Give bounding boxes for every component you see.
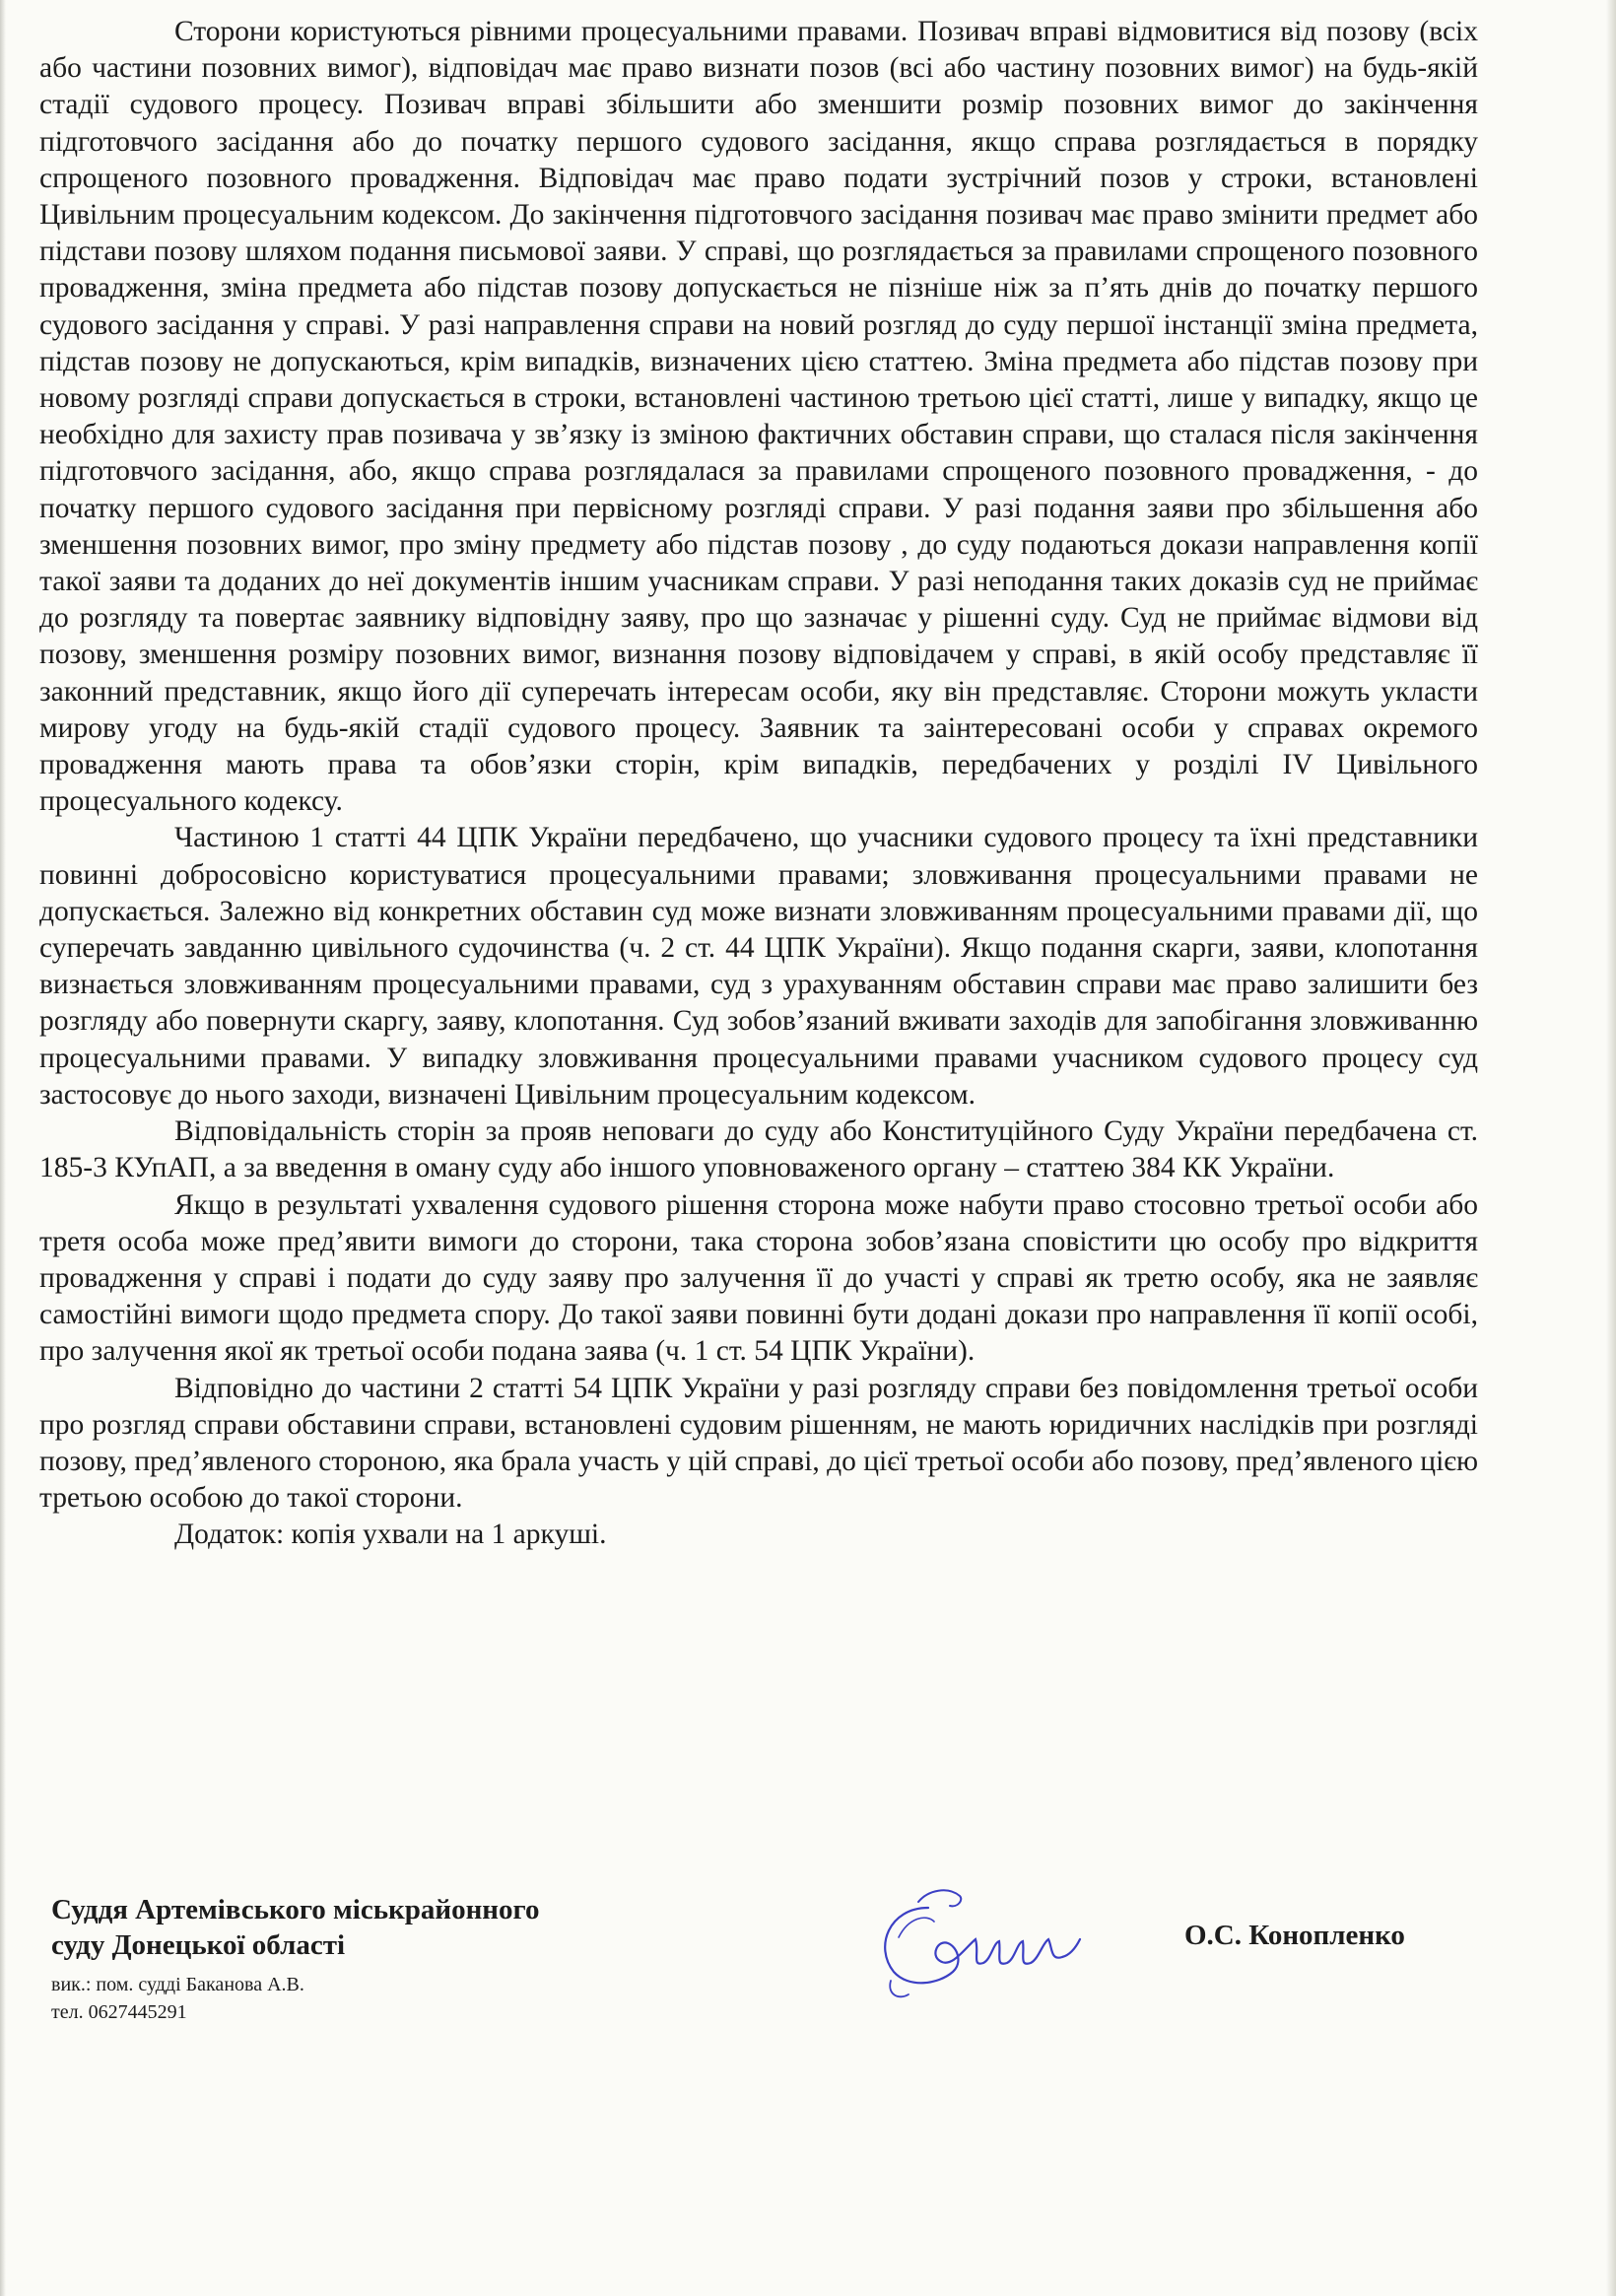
scan-edge-left — [0, 0, 6, 2296]
attachment-note: Додаток: копія ухвали на 1 аркуші. — [174, 1519, 607, 1551]
judge-name: О.С. Конопленко — [1184, 1920, 1405, 1951]
document-page — [39, 14, 1478, 1554]
paragraph-article-54: Відповідно до частини 2 статті 54 ЦПК України у разі розгляду справи без повідомлення третьої особи про розгляд справи обставини справи, встановлені судовим рішенням, не мають юридичних наслідків при розгляді позову, пред’явленого стороною, яка брала участь у цій справі, до цієї третьої особи або позову, пред’явленого цією третьою особою до такої сторони. — [39, 1372, 1478, 1515]
executor-name: вик.: пом. судді Баканова А.В. — [51, 1974, 304, 1995]
signature-block — [51, 1892, 1450, 2050]
paragraph-article-44: Частиною 1 статті 44 ЦПК України передбачено, що учасники судового процесу та їхні представники повинні добросовісно користуватися процесуальними правами; зловживання процесуальними правами не допускається. Залежно від конкретних обставин суд може визнати зловживанням процесуальними правами дії, що суперечать завданню цивільного судочинства (ч. 2 ст. 44 ЦПК України). Якщо подання скарги, заяви, клопотання визнається зловживанням процесуальними правами, суд з урахуванням обставин справи має право залишити без розгляду або повернути скаргу, заяву, клопотання. Суд зобов’язаний вживати заходів для запобігання зловживанню процесуальними правами. У випадку зловживання процесуальними правами учасником судового процесу суд застосовує до нього заходи, визначені Цивільним процесуальним кодексом. — [39, 822, 1478, 1111]
judge-title-line1: Суддя Артемівського міськрайонного — [51, 1894, 540, 1925]
paragraph-liability: Відповідальність сторін за прояв неповаги до суду або Конституційного Суду України передбачена ст. 185-3 КУпАП, а за введення в оману суду або іншого уповноваженого органу – статтею 384 КК України. — [39, 1115, 1478, 1184]
executor-info — [51, 1971, 544, 2026]
document-body — [39, 14, 1478, 1517]
executor-phone: тел. 0627445291 — [51, 2001, 187, 2023]
judge-title-line2: суду Донецької області — [51, 1929, 346, 1961]
scan-edge-right — [1606, 0, 1616, 2296]
paragraph-parties-rights: Сторони користуються рівними процесуальними правами. Позивач вправі відмовитися від позову (всіх або частини позовних вимог), відповідач має право визнати позов (всі або частину позовних вимог) на будь-якій стадії судового процесу. Позивач вправі збільшити або зменшити розмір позовних вимог до закінчення підготовчого засідання або до початку першого судового засідання, якщо справа розглядається в порядку спрощеного позовного провадження. Відповідач має право подати зустрічний позов у строки, встановлені Цивільним процесуальним кодексом. До закінчення підготовчого засідання позивач має право змінити предмет або підстави позову шляхом подання письмової заяви. У справі, що розглядається за правилами спрощеного позовного провадження, зміна предмета або підстав позову допускається не пізніше ніж за п’ять днів до початку першого судового засідання у справі. У разі направлення справи на новий розгляд до суду першої інстанції зміна предмета, підстав позову не допускаються, крім випадків, визначених цією статтею. Зміна предмета або підстав позову при новому розгляді справи допускається в строки, встановлені частиною третьою цієї статті, лише у випадку, якщо це необхідно для захисту прав позивача у зв’язку із зміною фактичних обставин справи, що сталася після закінчення підготовчого засідання, або, якщо справа розглядалася за правилами спрощеного позовного провадження, - до початку першого судового засідання при первісному розгляді справи. У разі подання заяви про збільшення або зменшення позовних вимог, про зміну предмету або підстав позову , до суду подаються докази направлення копії такої заяви та доданих до неї документів іншим учасникам справи. У разі неподання таких доказів суд не приймає до розгляду та повертає заявнику відповідну заяву, про що зазначає у рішенні суду. Суд не приймає відмови від позову, зменшення розміру позовних вимог, визнання позову відповідачем у справі, в якій особу представляє її законний представник, якщо його дії суперечать інтересам особи, яку він представляє. Сторони можуть укласти мирову угоду на будь-якій стадії судового процесу. Заявник та заінтересовані особи у справах окремого провадження мають права та обов’язки сторін, крім випадків, передбачених у розділі IV Цивільного процесуального кодексу. — [39, 16, 1478, 818]
judge-title — [51, 1892, 741, 1963]
handwritten-signature — [869, 1878, 1096, 2006]
paragraph-third-party: Якщо в результаті ухвалення судового рішення сторона може набути право стосовно третьої особи або третя особа може пред’явити вимоги до сторони, така сторона зобов’язана сповістити цю особу про відкриття провадження у справі і подати до суду заяву про залучення її до участі у справі як третю особу, яка не заявляє самостійні вимоги щодо предмета спору. До такої заяви повинні бути додані докази про направлення її копії особі, про залучення якої як третьої особи подана заява (ч. 1 ст. 54 ЦПК України). — [39, 1188, 1478, 1368]
